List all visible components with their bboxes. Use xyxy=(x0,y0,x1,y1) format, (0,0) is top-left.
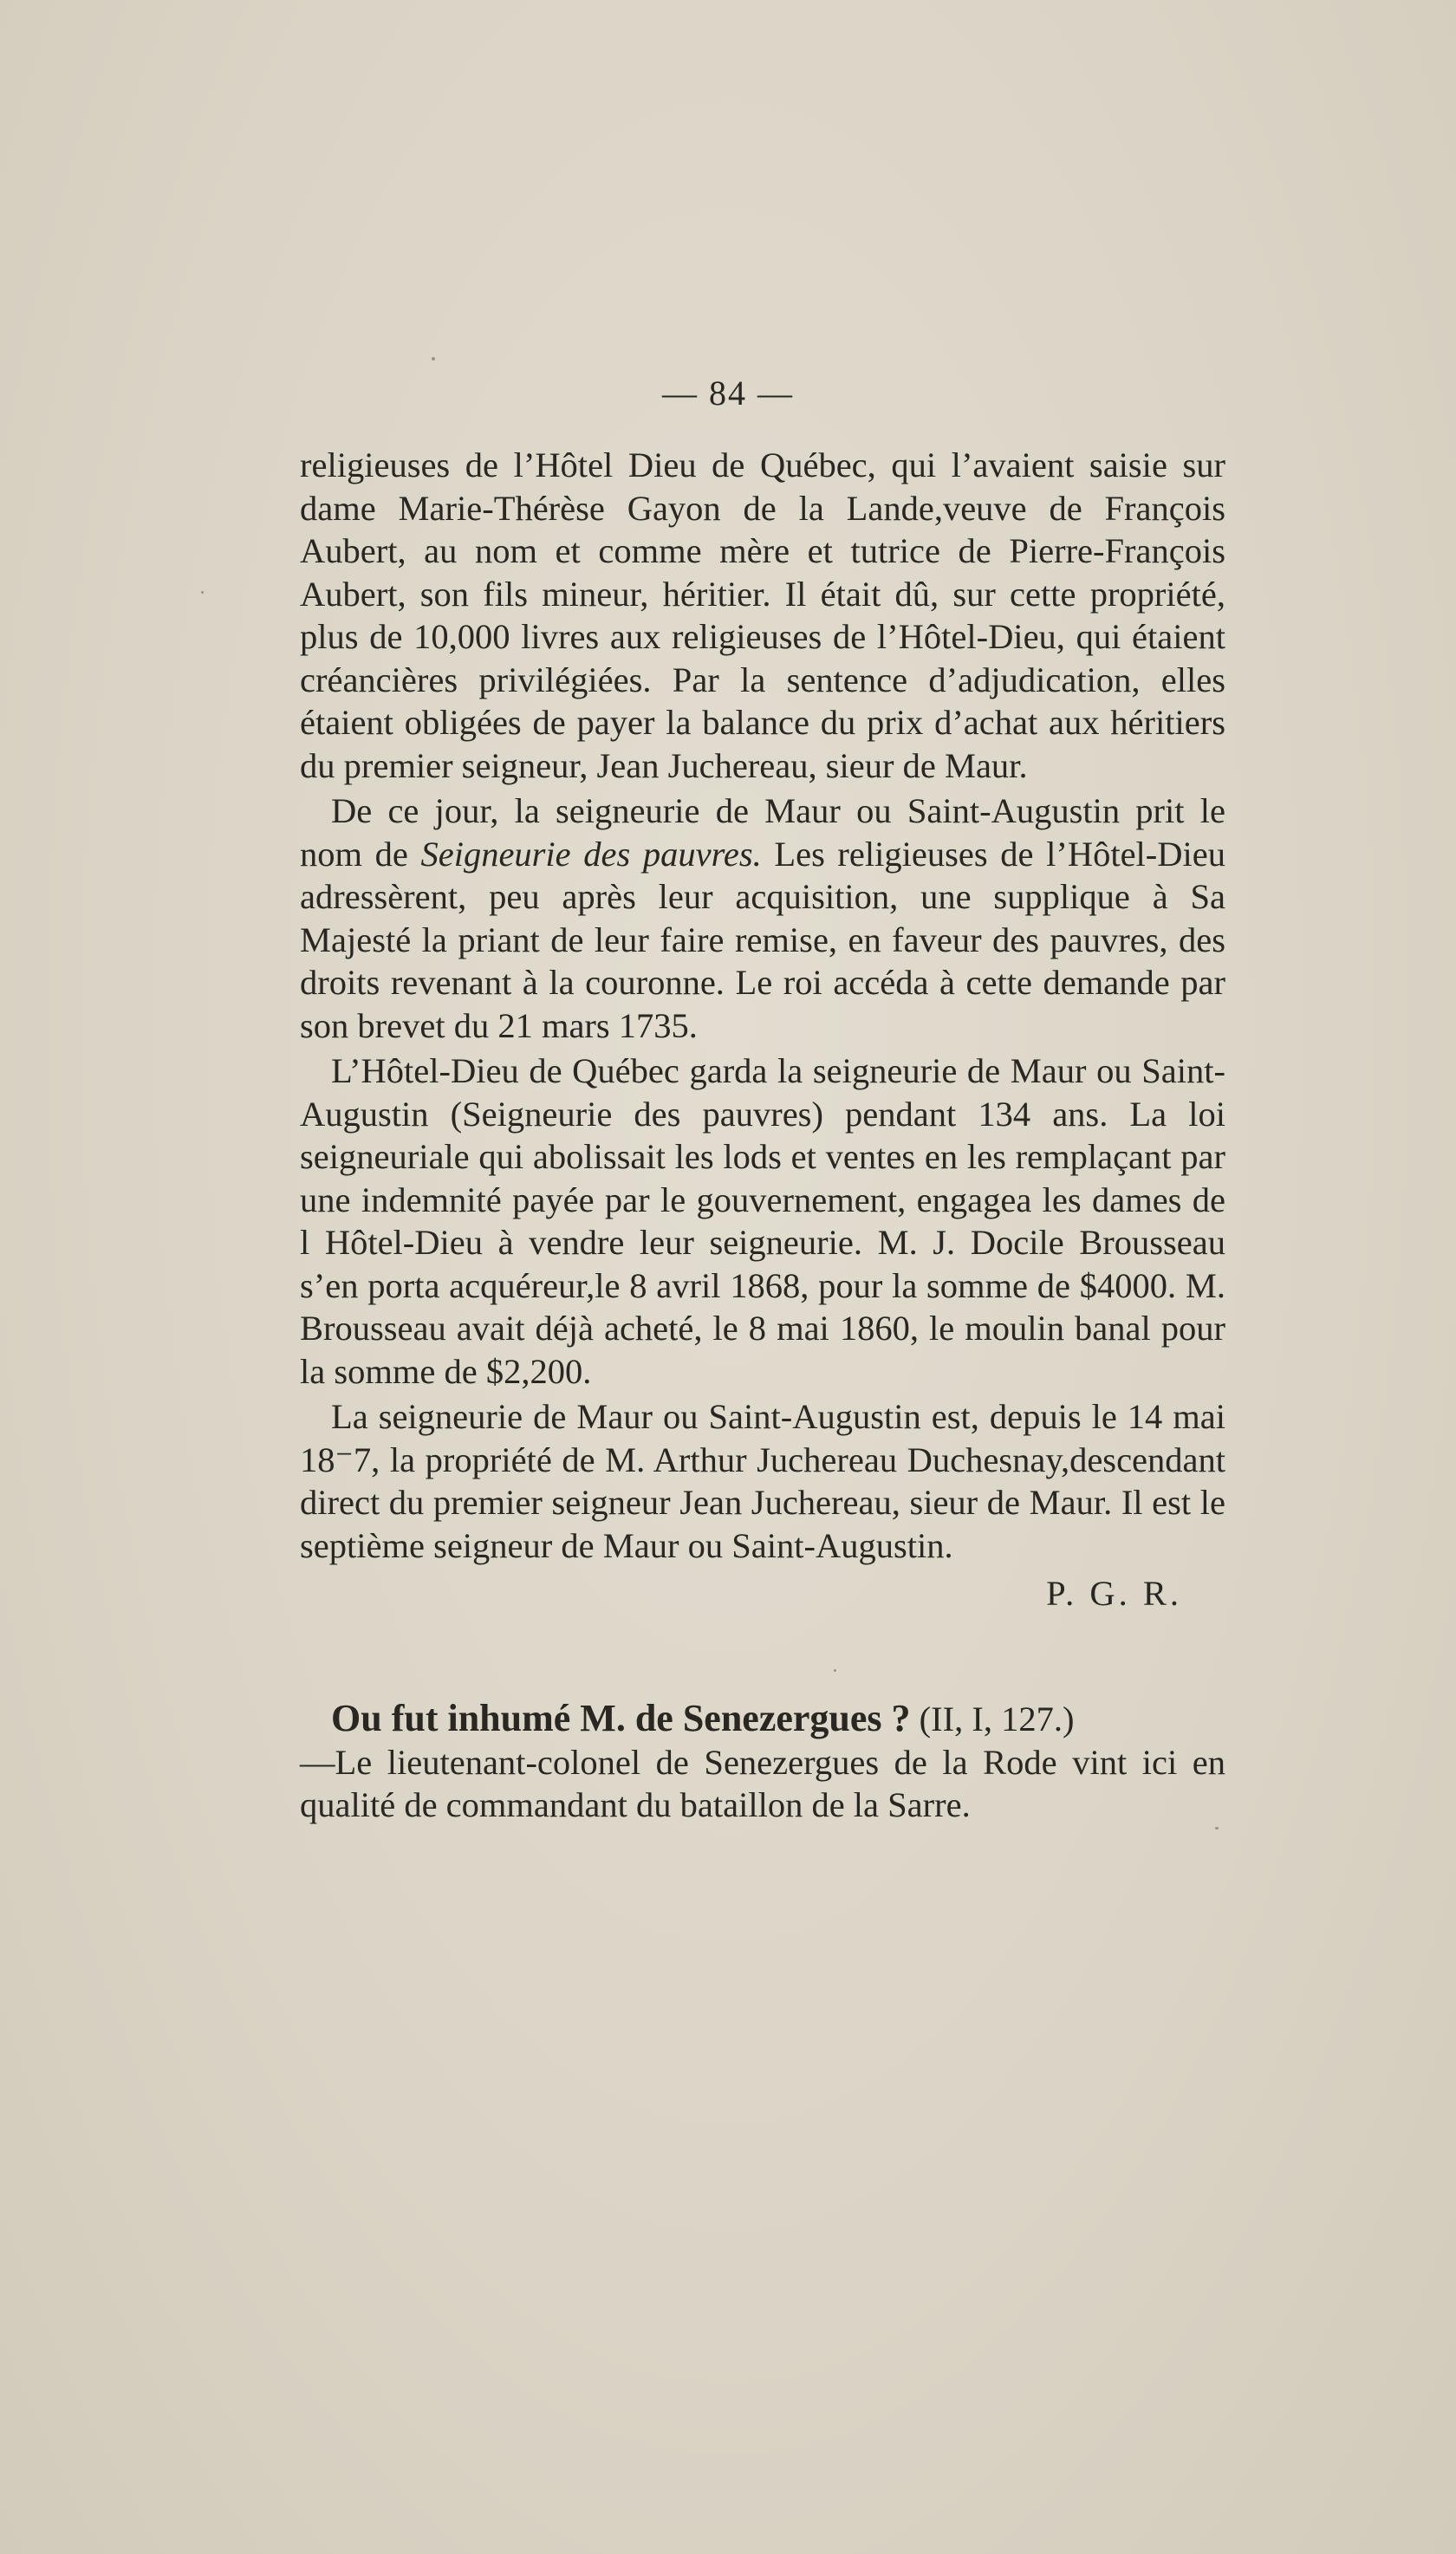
section-title: Ou fut inhumé M. de Senezergues ? xyxy=(331,1697,911,1739)
paragraph-current-owner: La seigneurie de Maur ou Saint-Augustin est, depuis le 14 mai 18⁻7, la propriété de M. Arthur Juchereau Duchesnay,descendant direct du premier seigneur Jean Juchereau, sieur de Maur. Il est le septième seigneur de Maur ou Saint-Augustin. xyxy=(300,1397,1225,1565)
paragraph-text: De ce jour, la seigneurie de Maur ou Saint-Augustin prit le nom de xyxy=(300,791,1225,874)
paragraph-hotel-dieu-sale: L’Hôtel-Dieu de Québec garda la seigneurie de Maur ou Saint-Augustin (Seigneurie des pauvres) pendant 134 ans. La loi seigneuriale qui abolissait les lods et ventes en les remplaçant par une indemnité payée par le gouvernement, engagea les dames de l Hôtel-Dieu à vendre leur seigneurie. M. J. Docile Brousseau s’en porta acquéreur,le 8 avril 1868, pour la somme de $4000. M. Brousseau avait déjà acheté, le 8 mai 1860, le moulin banal pour la somme de $2,200. xyxy=(300,1051,1225,1391)
section-body: —Le lieutenant-colonel de Senezergues de la Rode vint ici en qualité de commandant du bataillon de la Sarre. xyxy=(300,1742,1225,1824)
paragraph-continued: religieuses de l’Hôtel Dieu de Québec, qui l’avaient saisie sur dame Marie-Thérèse Gayon de la Lande,veuve de François Aubert, au nom et comme mère et tutrice de Pierre-François Aubert, son fils mineur, héritier. Il était dû, sur cette propriété, plus de 10,000 livres aux religieuses de l’Hôtel-Dieu, qui étaient créancières privilégiées. Par la sentence d’adjudication, elles étaient obligées de payer la balance du prix d’achat aux héritiers du premier seigneur, Jean Juchereau, sieur de Maur. xyxy=(300,445,1225,785)
paragraph-seigneurie-des-pauvres xyxy=(300,790,1225,1047)
author-signature: P. G. R. xyxy=(1046,1574,1182,1613)
article-body xyxy=(300,444,1225,1615)
section-reference: (II, I, 127.) xyxy=(910,1699,1075,1738)
page-number: — 84 — xyxy=(662,374,794,413)
paper-speck xyxy=(1215,1827,1219,1829)
paragraph-text: Les religieuses de l’Hôtel-Dieu adressèrent, peu après leur acquisition, une supplique à Sa Majesté la priant de leur faire remise, en faveur des pauvres, des droits revenant à la couronne. Le roi accéda à cette demande par son brevet du 21 mars 1735. xyxy=(300,834,1226,1045)
paper-speck xyxy=(834,1669,836,1672)
paper-speck xyxy=(201,591,204,594)
italic-title: Seigneurie des pauvres. xyxy=(420,834,762,874)
paper-speck xyxy=(432,357,435,361)
new-section xyxy=(300,1697,1225,1827)
section-heading xyxy=(300,1697,1225,1741)
